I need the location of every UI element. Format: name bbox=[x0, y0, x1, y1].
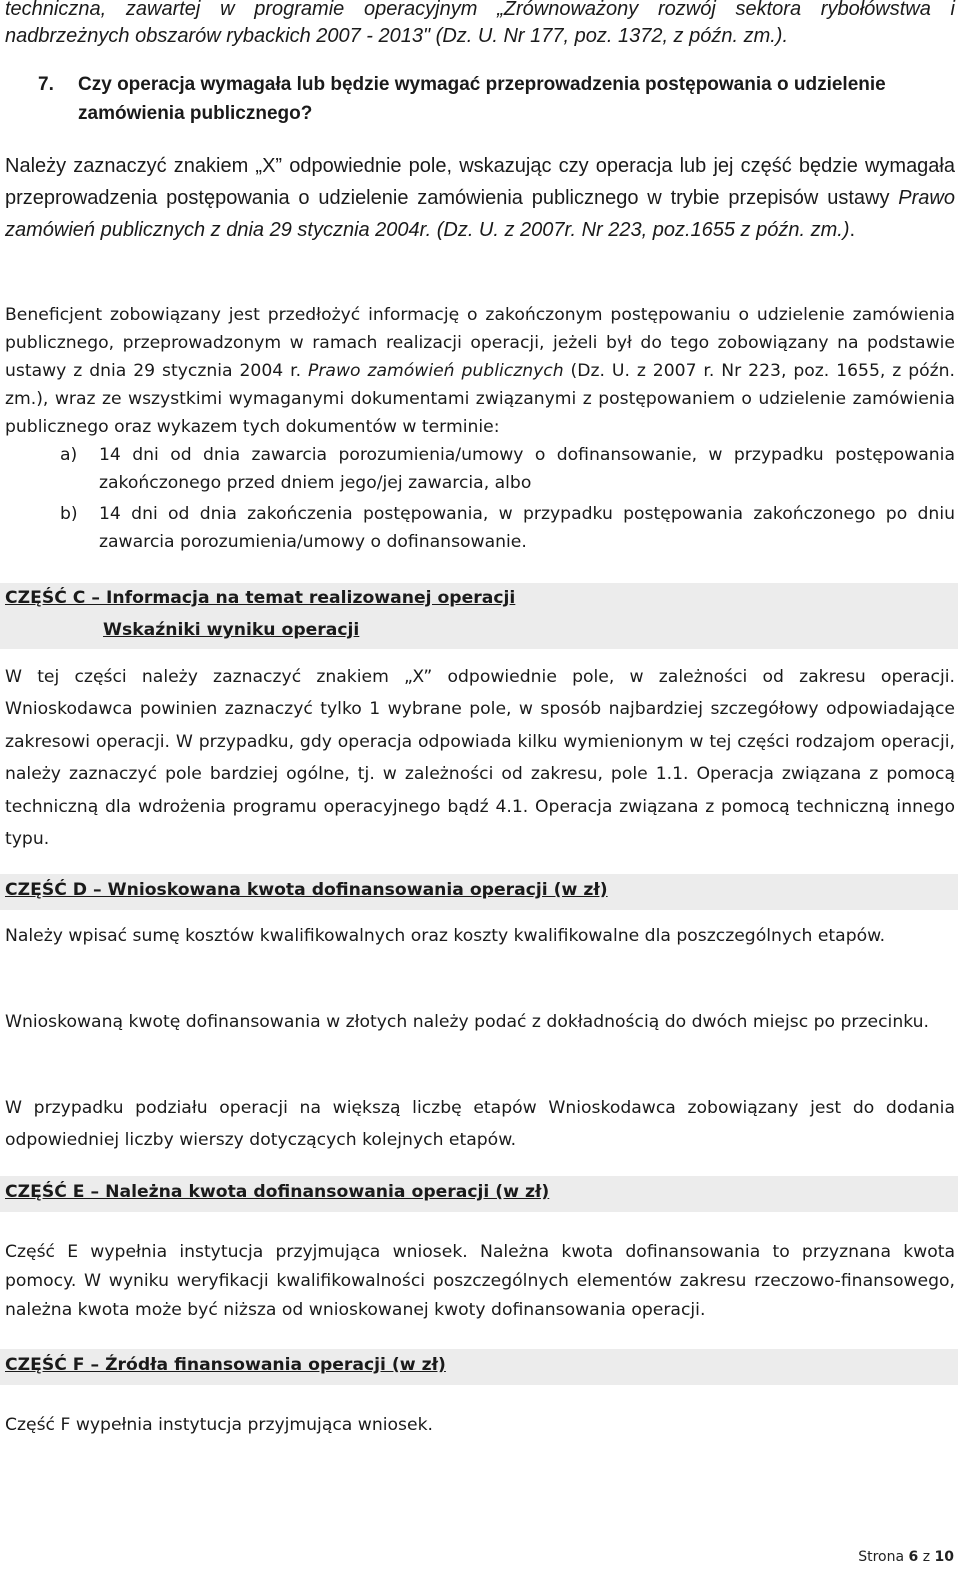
section-c-text: W tej części należy zaznaczyć znakiem „X” odpowiednie pole, w zależności od zakresu operacji. Wnioskodawca powinien zaznaczyć tylko 1 wybrane pole, w sposób najbardziej szczegółowy odpowiadające zakresowi operacji. W przypadku, gdy operacja odpowiada kilku wymienionym w tej części rodzajom operacji, należy zaznaczyć pole bardziej ogólne, tj. w zależności od zakresu, pole 1.1. Operacja związana z pomocą techniczną dla wdrożenia programu operacyjnego bądź 4.1. Operacja związana z pomocą techniczną innego typu. bbox=[5, 667, 955, 850]
beneficiary-law-title: Prawo zamówień publicznych bbox=[308, 361, 564, 381]
list-marker: b) bbox=[60, 504, 78, 524]
question-number: 7. bbox=[38, 74, 54, 95]
intro-text: techniczna, zawartej w programie operacyjnym „Zrównoważony rozwój sektora rybołówstwa i nadbrzeżnych obszarów rybackich 2007 - 2013" (Dz. U. Nr 177, poz. 1372, z późn. zm.). bbox=[5, 0, 955, 47]
section-e-header bbox=[0, 1176, 958, 1212]
section-d-paragraph-1 bbox=[5, 920, 955, 952]
page-of: z bbox=[922, 1549, 931, 1565]
section-f-body bbox=[5, 1411, 955, 1440]
list-marker: a) bbox=[60, 445, 78, 465]
section-f-text: Część F wypełnia instytucja przyjmująca wniosek. bbox=[5, 1415, 433, 1435]
instruction-paragraph bbox=[5, 150, 955, 246]
section-c-header bbox=[0, 583, 958, 649]
page-label: Strona bbox=[858, 1549, 905, 1565]
beneficiary-text-mid: (Dz. U. z 2007 r. Nr 223, poz. 1655, z późn. zm.), wraz ze wszystkimi wymaganymi dokumentami związanymi z postępowaniem o udzielenie zamówienia publicznego oraz wykazem tych dokumentów w terminie: bbox=[5, 361, 956, 437]
section-d-title: CZĘŚĆ D – Wnioskowana kwota dofinansowania operacji (w zł) bbox=[5, 880, 608, 900]
section-d-paragraph-2 bbox=[5, 1006, 955, 1038]
section-e-text: Część E wypełnia instytucja przyjmująca wniosek. Należna kwota dofinansowania to przyznana kwota pomocy. W wyniku weryfikacji kwalifikowalności poszczególnych elementów zakresu rzeczowo-finansowego, należna kwota może być niższa od wnioskowanej kwoty dofinansowania operacji. bbox=[5, 1242, 955, 1320]
intro-paragraph bbox=[5, 0, 955, 50]
section-c-title: CZĘŚĆ C – Informacja na temat realizowanej operacji bbox=[5, 588, 516, 608]
section-d-text-3: W przypadku podziału operacji na większą liczbę etapów Wnioskodawca zobowiązany jest do dodania odpowiedniej liczby wierszy dotyczących kolejnych etapów. bbox=[5, 1098, 955, 1151]
section-e-title: CZĘŚĆ E – Należna kwota dofinansowania operacji (w zł) bbox=[5, 1182, 550, 1202]
section-f-title: CZĘŚĆ F – Źródła finansowania operacji (w zł) bbox=[5, 1355, 446, 1375]
section-e-body bbox=[5, 1238, 955, 1325]
instruction-law-reference: Prawo zamówień publicznych z dnia 29 stycznia 2004r. (Dz. U. z 2007r. Nr 223, poz.1655 z późn. zm.) bbox=[5, 187, 955, 241]
section-c-subtitle: Wskaźniki wyniku operacji bbox=[103, 620, 360, 640]
section-d-paragraph-3 bbox=[5, 1092, 955, 1157]
instruction-text: Należy zaznaczyć znakiem „X” odpowiednie pole, wskazując czy operacja lub jej część będzie wymagała przeprowadzenia postępowania o udzielenie zamówienia publicznego w trybie przepisów ustawy bbox=[5, 155, 955, 209]
page-footer bbox=[858, 1549, 954, 1565]
beneficiary-paragraph bbox=[5, 301, 955, 441]
section-d-text-1: Należy wpisać sumę kosztów kwalifikowalnych oraz koszty kwalifikowalne dla poszczególnych etapów. bbox=[5, 926, 886, 946]
list-item-text: 14 dni od dnia zakończenia postępowania, w przypadku postępowania zakończonego po dniu zawarcia porozumienia/umowy o dofinansowanie. bbox=[99, 504, 955, 552]
section-f-header bbox=[0, 1349, 958, 1385]
instruction-end: . bbox=[849, 219, 856, 241]
question-text: Czy operacja wymagała lub będzie wymagać przeprowadzenia postępowania o udzielenie zamówienia publicznego? bbox=[78, 74, 886, 124]
list-item-text: 14 dni od dnia zawarcia porozumienia/umowy o dofinansowanie, w przypadku postępowania zakończonego przed dniem jego/jej zawarcia, albo bbox=[99, 445, 955, 493]
section-c-body bbox=[5, 661, 955, 855]
page-total: 10 bbox=[934, 1549, 954, 1565]
section-d-header bbox=[0, 874, 958, 910]
section-d-text-2: Wnioskowaną kwotę dofinansowania w złotych należy podać z dokładnością do dwóch miejsc po przecinku. bbox=[5, 1012, 929, 1032]
beneficiary-text-start: Beneficjent zobowiązany jest przedłożyć informację o zakończonym postępowaniu o udzielenie zamówienia publicznego, przeprowadzonym w ramach realizacji operacji, jeżeli był do tego zobowiązany na podstawie ustawy z dnia 29 stycznia 2004 r. bbox=[5, 305, 955, 381]
page-number: 6 bbox=[908, 1549, 919, 1565]
